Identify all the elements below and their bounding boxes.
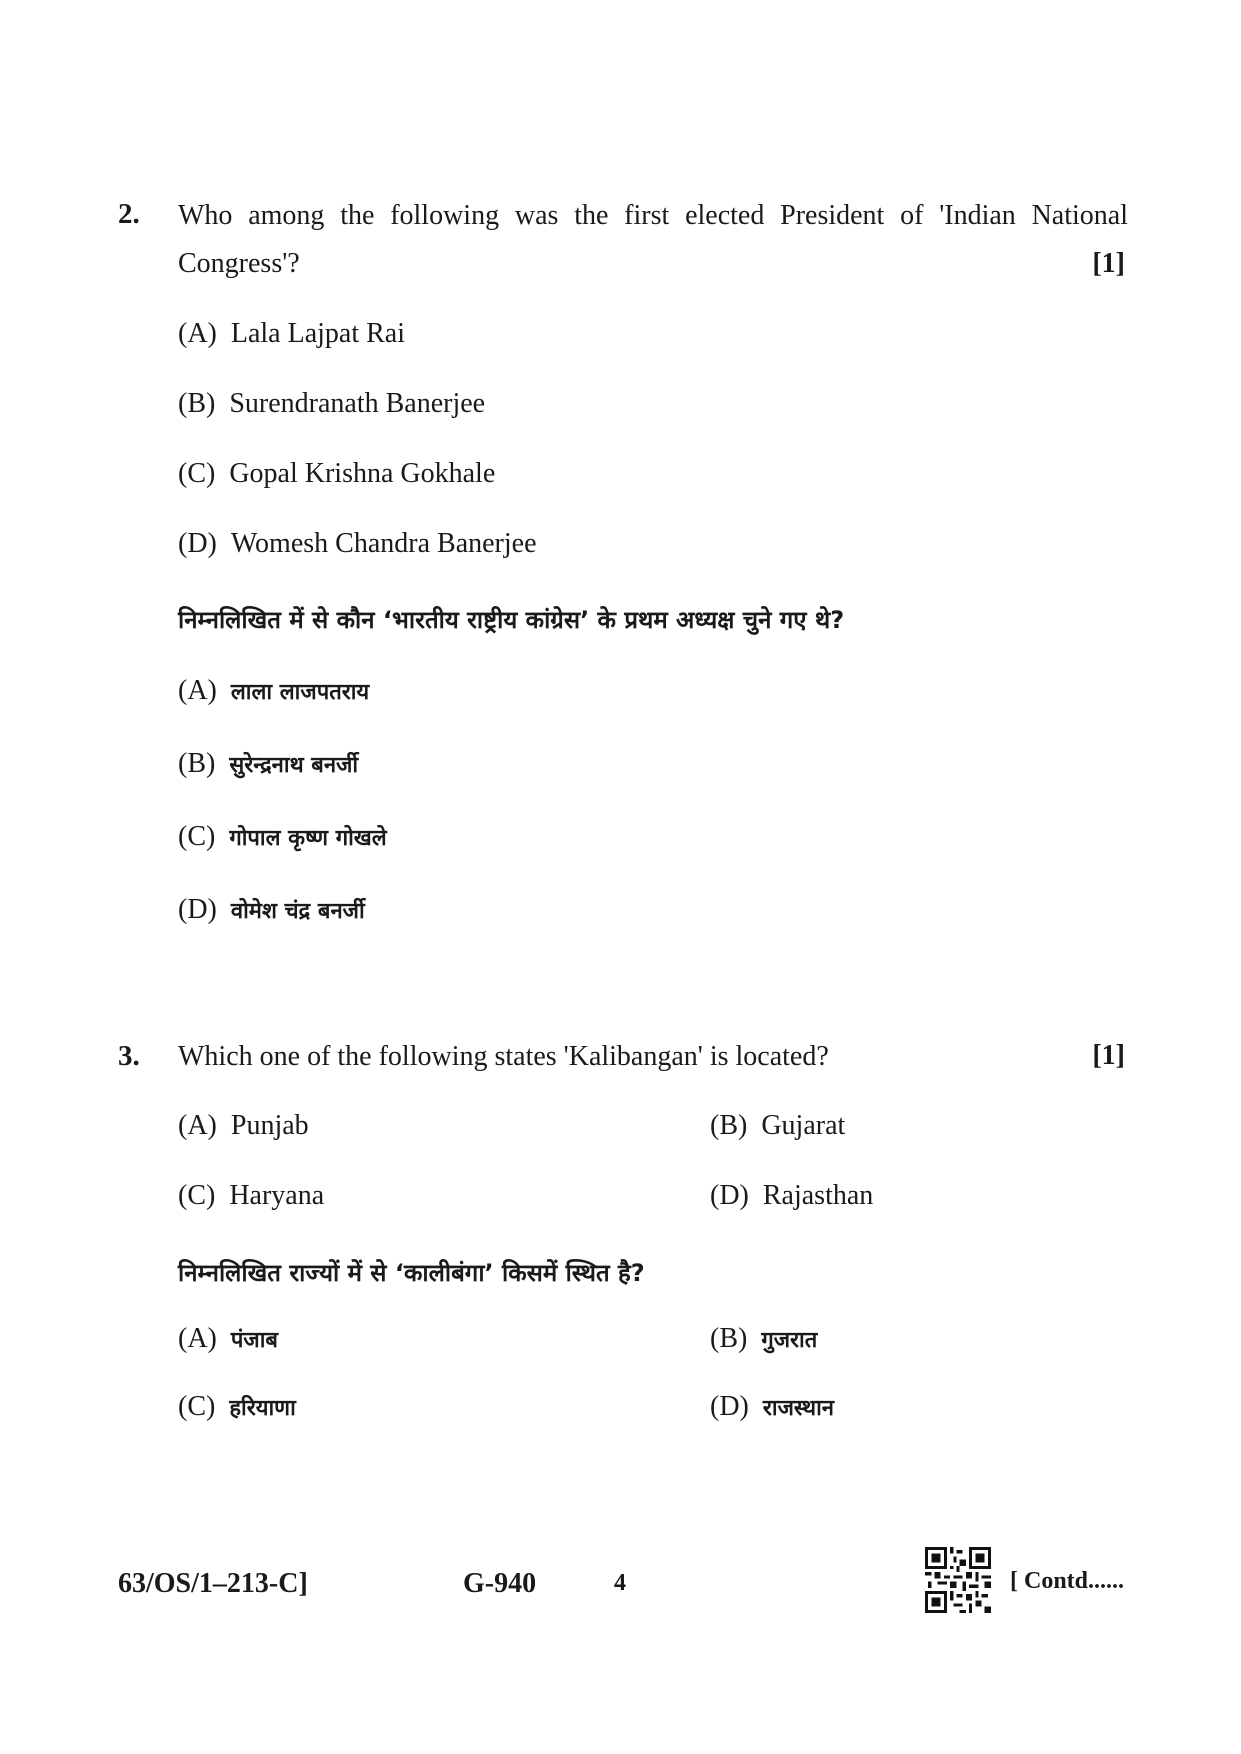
option-text: Rajasthan	[762, 1180, 874, 1211]
option-text: Punjab	[230, 1110, 309, 1141]
q2-hindi-option-a	[178, 675, 369, 707]
q3-option-b	[710, 1110, 845, 1142]
option-label: (A)	[178, 675, 217, 706]
option-text: Lala Lajpat Rai	[230, 318, 406, 349]
option-label: (A)	[178, 1110, 217, 1141]
paper-code: 63/OS/1–213-C]	[118, 1568, 308, 1599]
question-3-number: 3.	[118, 1040, 140, 1072]
option-text: Surendranath Banerjee	[229, 388, 486, 419]
option-text: लाला लाजपतराय	[230, 680, 370, 705]
option-label: (C)	[178, 1180, 216, 1211]
question-2-line2: Congress'?	[178, 248, 300, 279]
option-label: (D)	[178, 894, 217, 925]
option-text: गुजरात	[761, 1328, 818, 1353]
q3-hindi-option-b	[710, 1323, 817, 1355]
question-2-hindi: निम्नलिखित में से कौन ‘भारतीय राष्ट्रीय कांग्रेस’ के प्रथम अध्यक्ष चुने गए थे?	[178, 606, 845, 634]
option-label: (D)	[710, 1391, 749, 1422]
option-text: वोमेश चंद्र बनर्जी	[230, 899, 365, 924]
q2-hindi-option-b	[178, 748, 358, 780]
q3-option-c	[178, 1180, 324, 1212]
question-3-text: Which one of the following states 'Kalibangan' is located?	[178, 1041, 829, 1072]
option-text: Gopal Krishna Gokhale	[229, 458, 496, 489]
option-label: (C)	[178, 1391, 216, 1422]
option-text: Womesh Chandra Banerjee	[230, 528, 537, 559]
q3-option-d	[710, 1180, 873, 1212]
q2-option-b	[178, 388, 485, 420]
option-label: (C)	[178, 821, 216, 852]
option-text: Haryana	[229, 1180, 325, 1211]
option-text: Gujarat	[761, 1110, 846, 1141]
option-label: (D)	[178, 528, 217, 559]
q2-option-d	[178, 528, 537, 560]
option-text: राजस्थान	[762, 1396, 834, 1421]
continued-label: [ Contd......	[1010, 1568, 1125, 1594]
question-2-marks: [1]	[1092, 248, 1125, 279]
q3-hindi-option-d	[710, 1391, 834, 1423]
option-label: (A)	[178, 318, 217, 349]
option-text: सुरेन्द्रनाथ बनर्जी	[229, 753, 359, 778]
qr-code-icon	[925, 1547, 991, 1613]
option-label: (B)	[178, 388, 216, 419]
question-3-marks: [1]	[1092, 1040, 1125, 1071]
q3-option-a	[178, 1110, 309, 1142]
option-label: (D)	[710, 1180, 749, 1211]
q2-hindi-option-c	[178, 821, 387, 853]
series-code: G-940	[463, 1568, 537, 1599]
option-text: गोपाल कृष्ण गोखले	[229, 826, 387, 851]
option-text: पंजाब	[230, 1328, 278, 1353]
q3-hindi-option-c	[178, 1391, 296, 1423]
option-label: (C)	[178, 458, 216, 489]
q3-hindi-option-a	[178, 1323, 278, 1355]
question-3-hindi: निम्नलिखित राज्यों में से ‘कालीबंगा’ किसमें स्थित है?	[178, 1259, 645, 1287]
q2-hindi-option-d	[178, 894, 365, 926]
question-2-number: 2.	[118, 198, 140, 230]
option-label: (B)	[710, 1323, 748, 1354]
page-number: 4	[614, 1570, 626, 1596]
option-label: (B)	[178, 748, 216, 779]
option-label: (B)	[710, 1110, 748, 1141]
q2-option-c	[178, 458, 495, 490]
option-label: (A)	[178, 1323, 217, 1354]
option-text: हरियाणा	[229, 1396, 296, 1421]
question-2-line1: Who among the following was the first elected President of 'Indian National	[178, 200, 1128, 231]
q2-option-a	[178, 318, 405, 350]
